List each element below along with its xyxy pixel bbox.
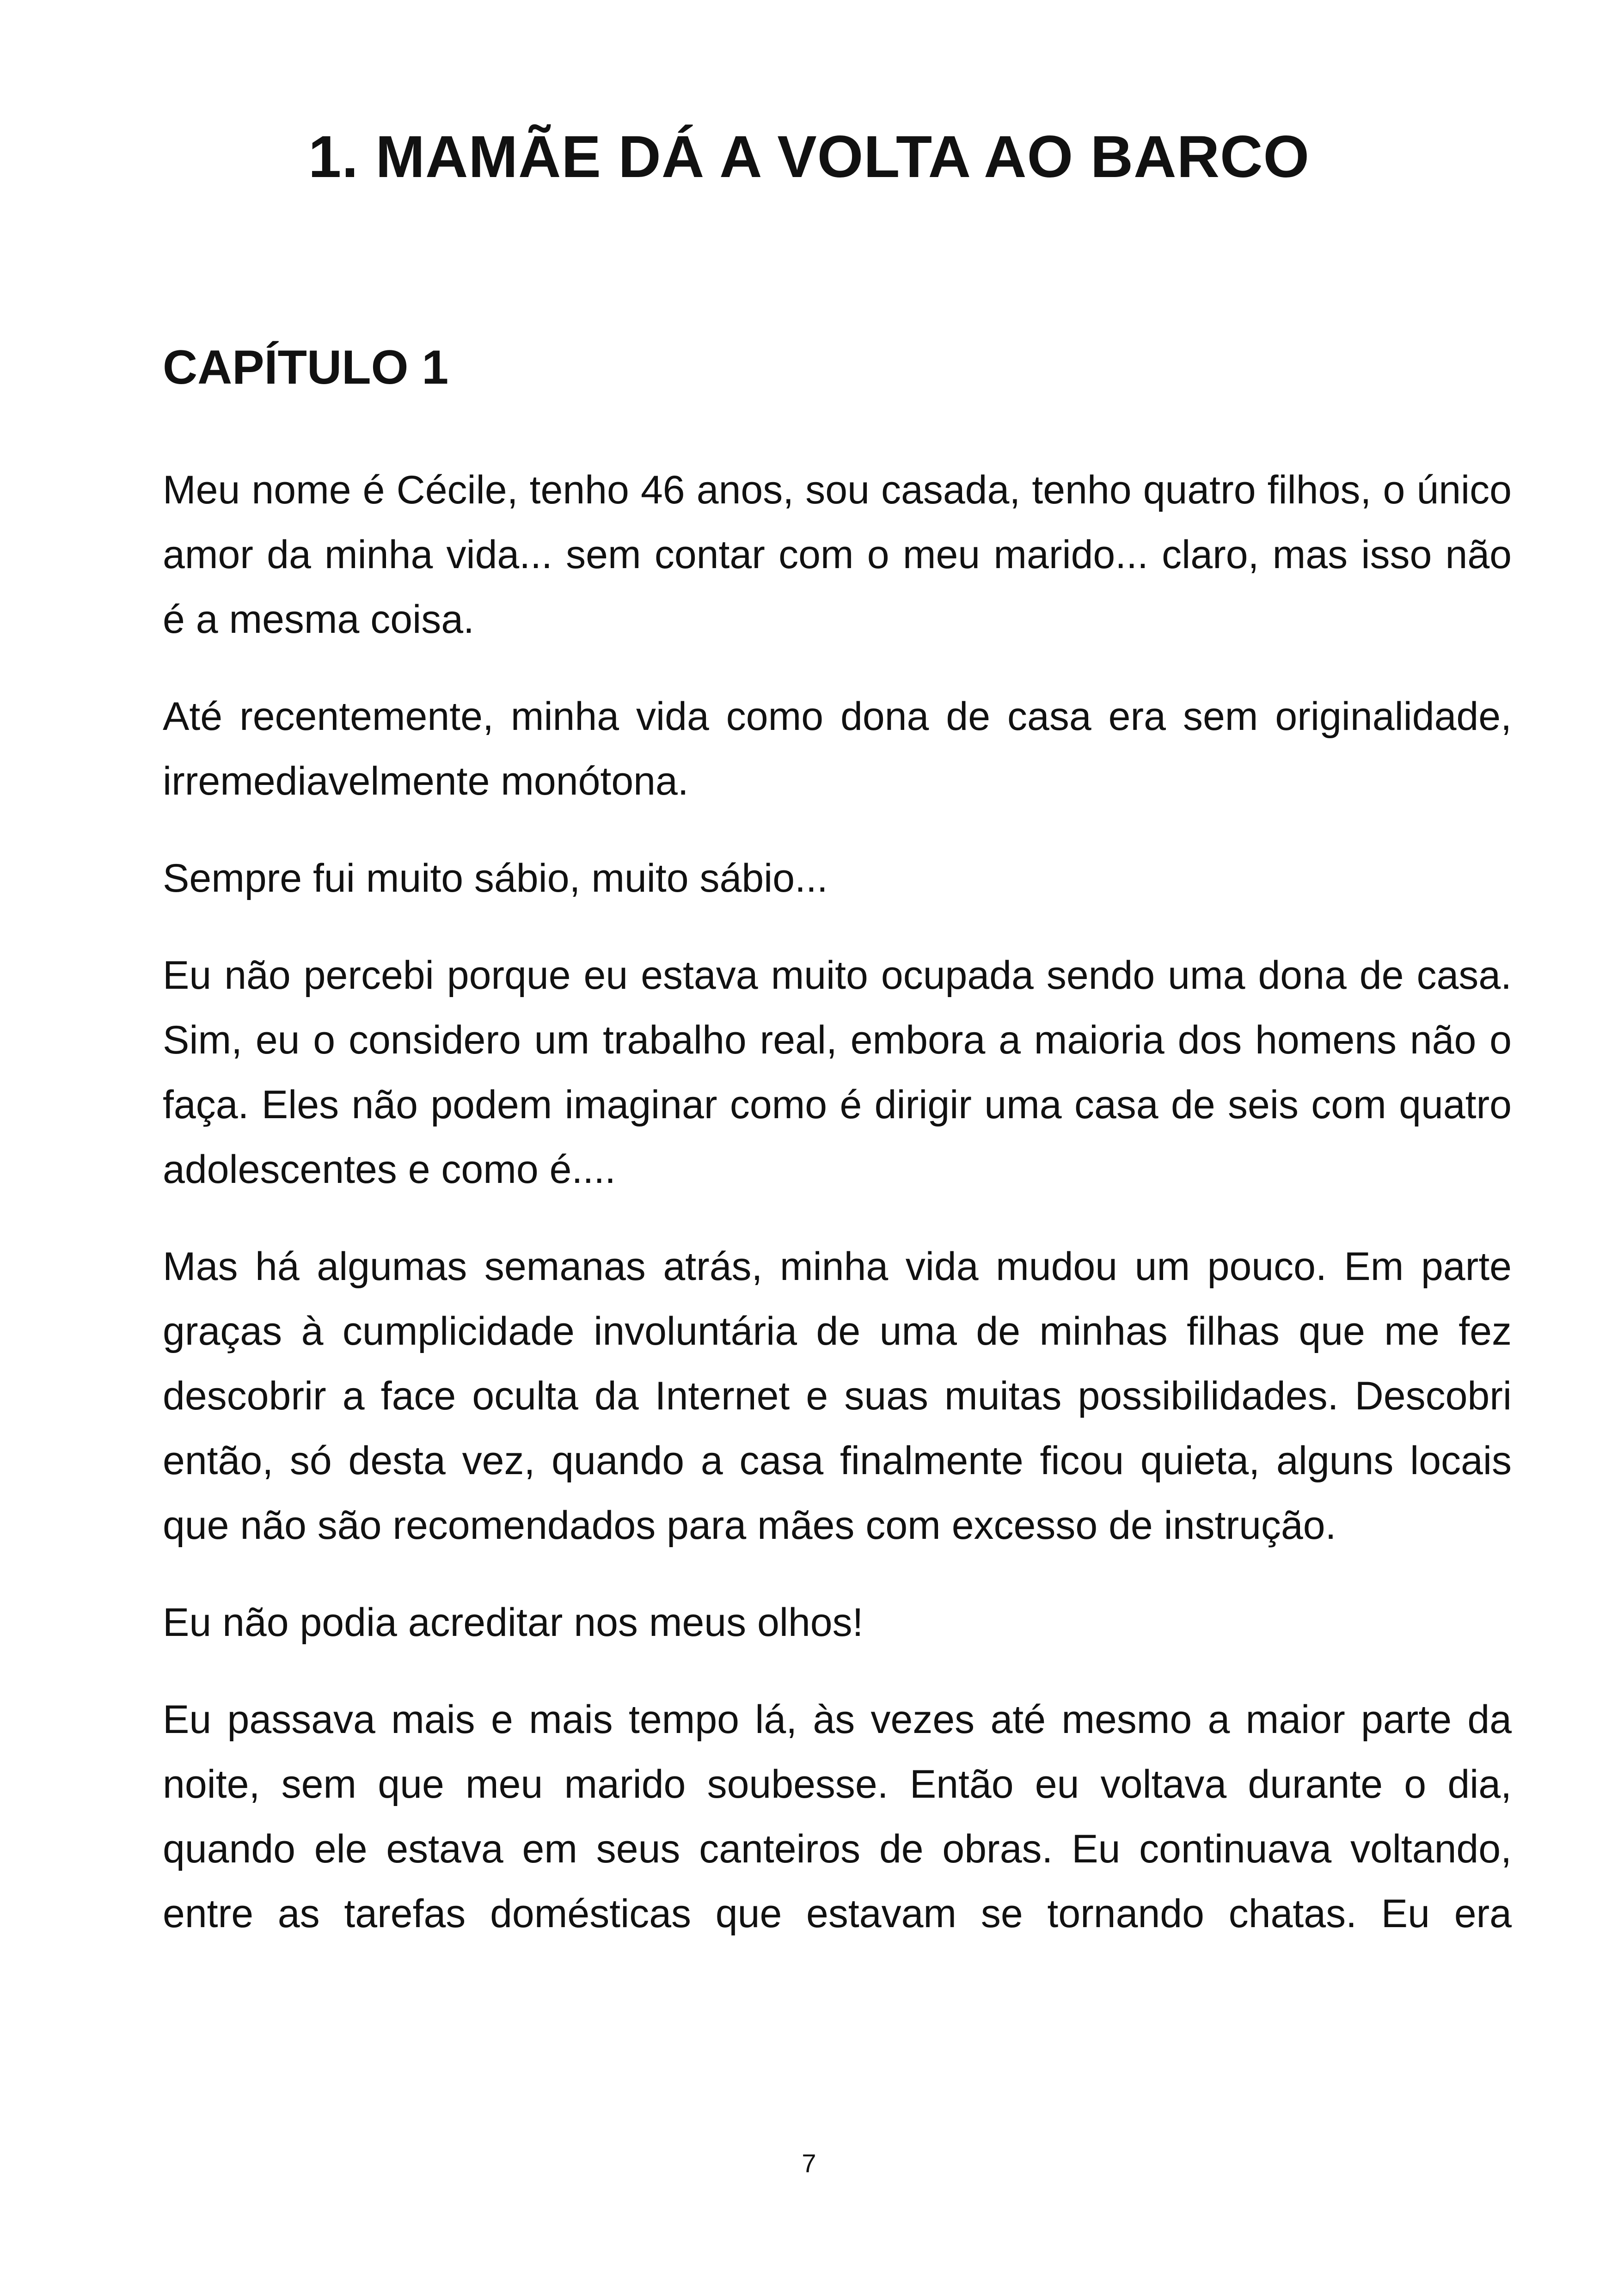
book-title: 1. MAMÃE DÁ A VOLTA AO BARCO [308,124,1310,190]
chapter-body [163,458,1512,1978]
page-number: 7 [802,2149,816,2178]
paragraph: Eu não percebi porque eu estava muito ocupada sendo uma dona de casa. Sim, eu o considero um trabalho real, embora a maioria dos homens não o faça. Eles não podem imaginar como é dirigir uma casa de seis com quatro adolescentes e como é.... [163,953,1512,1192]
paragraph: Meu nome é Cécile, tenho 46 anos, sou casada, tenho quatro filhos, o único amor da minha vida... sem contar com o meu marido... claro, mas isso não é a mesma coisa. [163,468,1512,642]
paragraph: Até recentemente, minha vida como dona de casa era sem originalidade, irremediavelmente monótona. [163,694,1512,803]
chapter-title: CAPÍTULO 1 [163,341,449,394]
paragraph: Eu passava mais e mais tempo lá, às vezes até mesmo a maior parte da noite, sem que meu marido soubesse. Então eu voltava durante o dia, quando ele estava em seus canteiros de obras. Eu continuava voltando, entre as tarefas domésticas que estavam se tornando chatas. Eu era [163,1697,1512,1936]
paragraph: Sempre fui muito sábio, muito sábio... [163,856,828,900]
paragraph: Mas há algumas semanas atrás, minha vida mudou um pouco. Em parte graças à cumplicidade involuntária de uma de minhas filhas que me fez descobrir a face oculta da Internet e suas muitas possibilidades. Descobri então, só desta vez, quando a casa finalmente ficou quieta, alguns locais que não são recomendados para mães com excesso de instrução. [163,1244,1512,1548]
paragraph: Eu não podia acreditar nos meus olhos! [163,1600,864,1645]
